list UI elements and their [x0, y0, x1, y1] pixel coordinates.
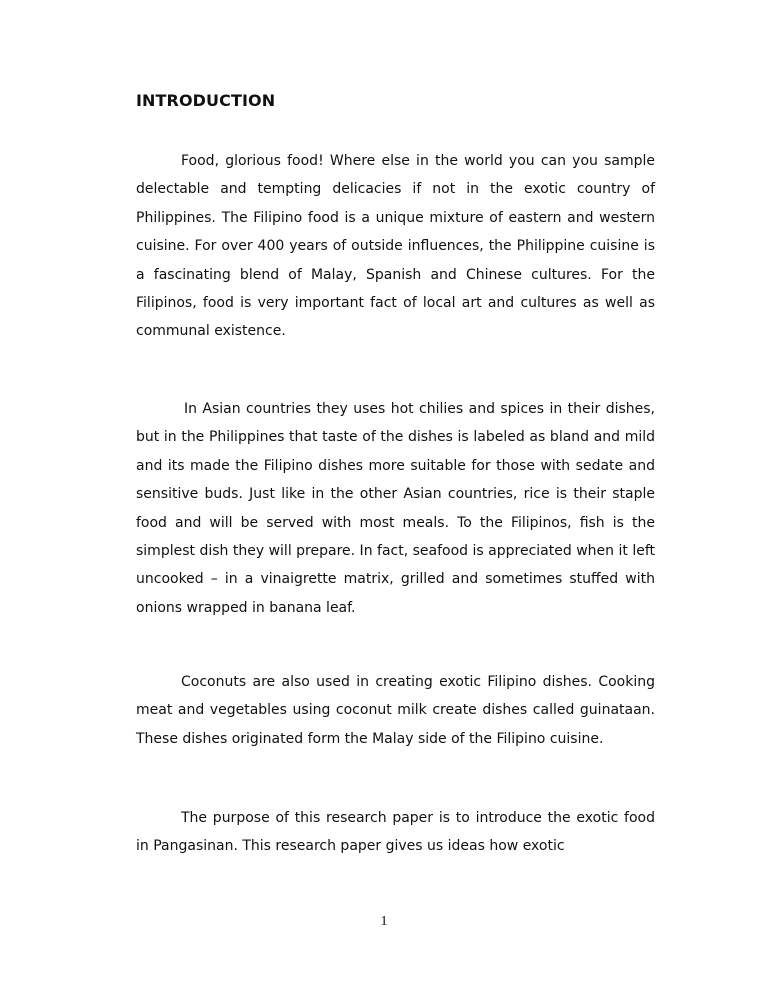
- paragraph-coconuts: [136, 668, 655, 753]
- paragraph-text: Coconuts are also used in creating exotic Filipino dishes. Cooking meat and vegetables using coconut milk create dishes called guinataan. These dishes originated form the Malay side of the Filipino cuisine.: [136, 674, 655, 747]
- paragraph-purpose: [136, 804, 655, 861]
- page-number: 1: [380, 914, 388, 929]
- paragraph-text: The purpose of this research paper is to introduce the exotic food in Pangasinan. This research paper gives us ideas how exotic: [136, 810, 655, 855]
- paragraph-intro: [136, 147, 655, 346]
- section-heading: INTRODUCTION: [136, 91, 276, 110]
- paragraph-text: In Asian countries they uses hot chilies and spices in their dishes, but in the Philippines that taste of the dishes is labeled as bland and mild and its made the Filipino dishes more suitable for those with sedate and sensitive buds. Just like in the other Asian countries, rice is their staple food and will be served with most meals. To the Filipinos, fish is the simplest dish they will prepare. In fact, seafood is appreciated when it left uncooked – in a vinaigrette matrix, grilled and sometimes stuffed with onions wrapped in banana leaf.: [136, 401, 655, 616]
- paragraph-text: Food, glorious food! Where else in the world you can you sample delectable and tempting delicacies if not in the exotic country of Philippines. The Filipino food is a unique mixture of eastern and western cuisine. For over 400 years of outside influences, the Philippine cuisine is a fascinating blend of Malay, Spanish and Chinese cultures. For the Filipinos, food is very important fact of local art and cultures as well as communal existence.: [136, 153, 655, 340]
- paragraph-asian-cuisine: [136, 395, 655, 622]
